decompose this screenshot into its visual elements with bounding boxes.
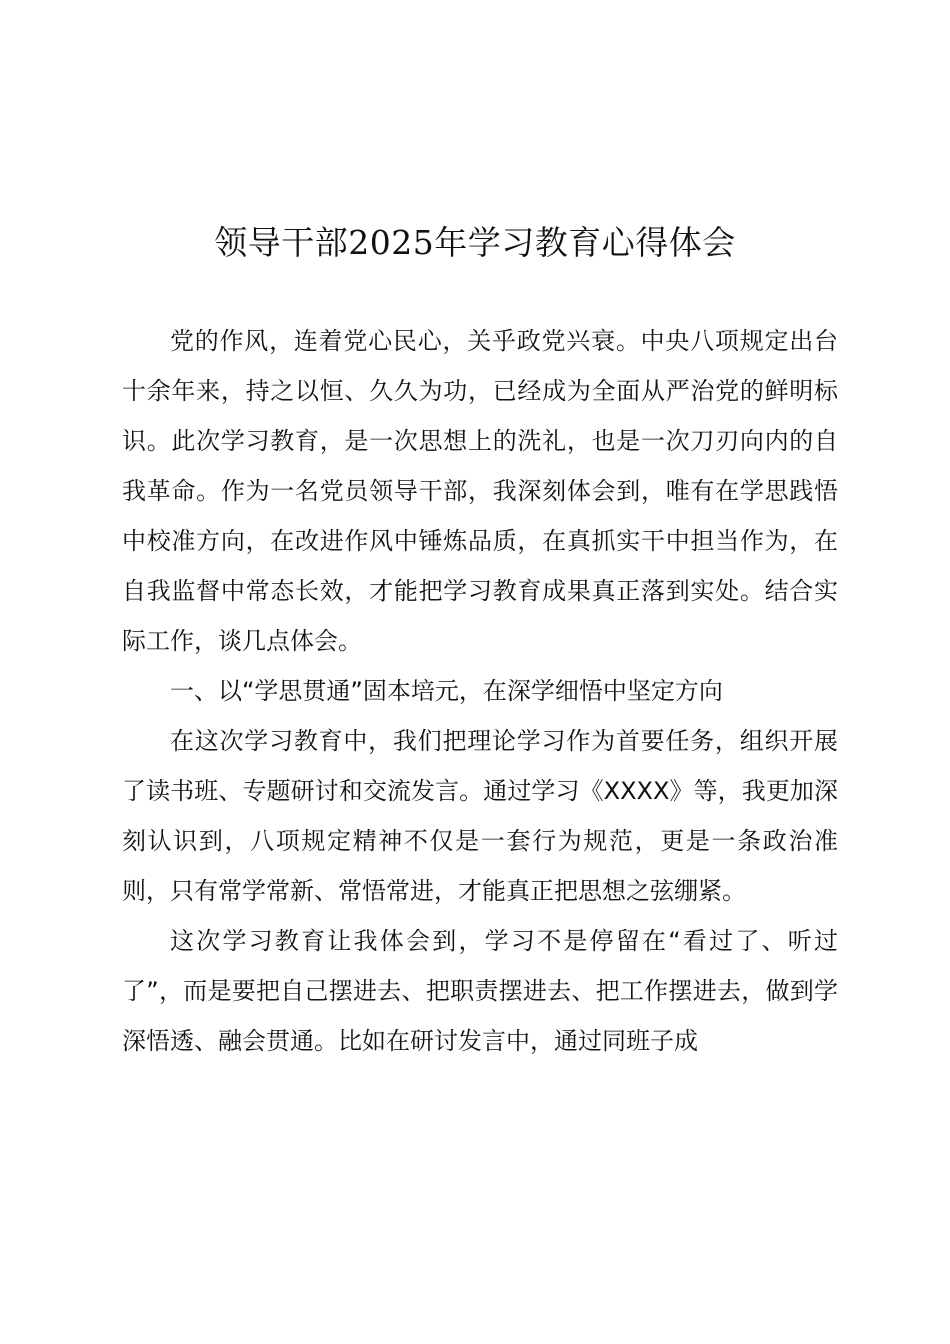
document-body bbox=[122, 316, 838, 1066]
section-heading-1: 一、以“学思贯通”固本培元，在深学细悟中坚定方向 bbox=[170, 677, 723, 705]
paragraph-section-1-b: 这次学习教育让我体会到，学习不是停留在“看过了、听过了”，而是要把自己摆进去、把职责摆进去、把工作摆进去，做到学深悟透、融会贯通。比如在研讨发言中，通过同班子成 bbox=[122, 927, 838, 1055]
document-title: 领导干部2025年学习教育心得体会 bbox=[214, 223, 736, 262]
paragraph-intro: 党的作风，连着党心民心，关乎政党兴衰。中央八项规定出台十余年来，持之以恒、久久为功，已经成为全面从严治党的鲜明标识。此次学习教育，是一次思想上的洗礼，也是一次刀刃向内的自我革命。作为一名党员领导干部，我深刻体会到，唯有在学思践悟中校准方向，在改进作风中锤炼品质，在真抓实干中担当作为，在自我监督中常态长效，才能把学习教育成果真正落到实处。结合实际工作，谈几点体会。 bbox=[122, 327, 838, 655]
paragraph-section-1-a: 在这次学习教育中，我们把理论学习作为首要任务，组织开展了读书班、专题研讨和交流发言。通过学习《XXXX》等，我更加深刻认识到，八项规定精神不仅是一套行为规范，更是一条政治准则，只有常学常新、常悟常进，才能真正把思想之弦绷紧。 bbox=[122, 727, 838, 905]
